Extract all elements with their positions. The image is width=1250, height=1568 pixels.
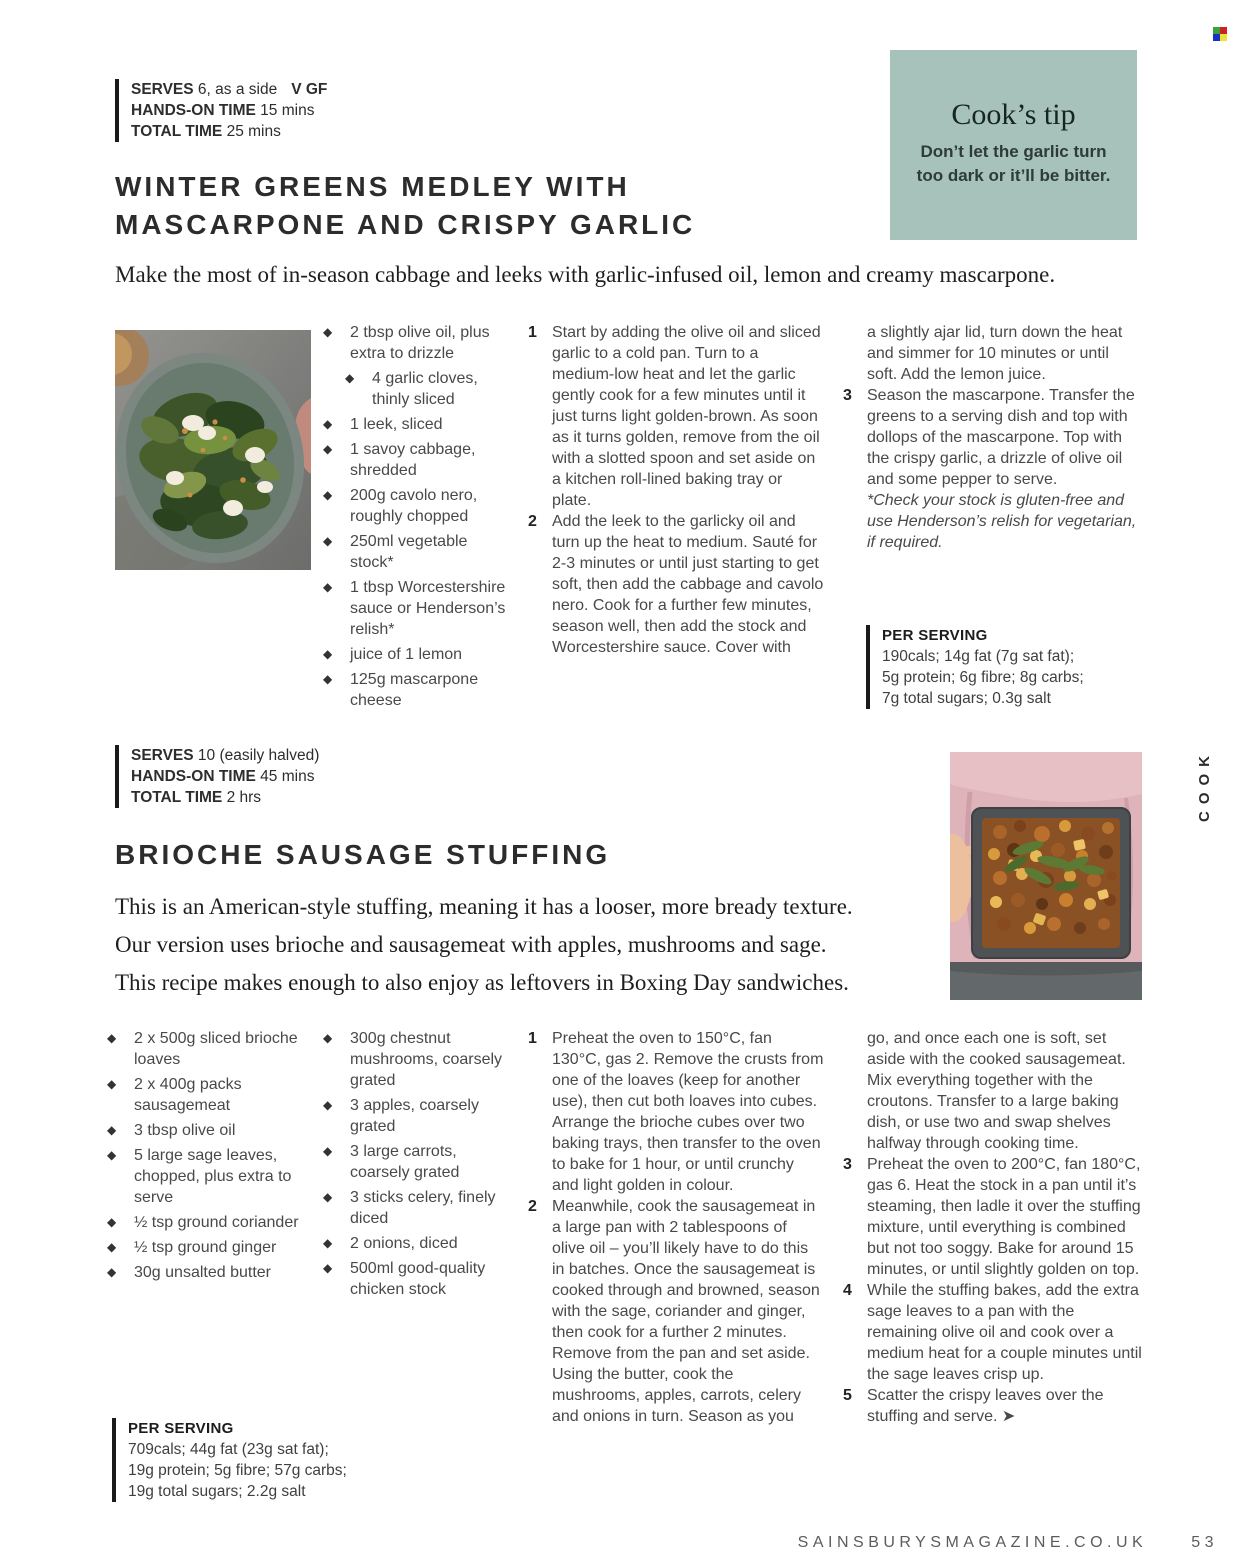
recipe1-ingredients xyxy=(323,322,514,715)
diamond-bullet-icon: ◆ xyxy=(323,1098,333,1112)
step-number: 2 xyxy=(528,513,537,530)
ingredient-item xyxy=(323,1095,517,1137)
meta-label: HANDS-ON TIME xyxy=(131,102,256,119)
recipe2-per-serving-lines xyxy=(128,1439,347,1502)
diamond-bullet-icon: ◆ xyxy=(107,1123,117,1137)
ingredient-text: juice of 1 lemon xyxy=(350,646,463,663)
per-serving-line: 19g protein; 5g fibre; 57g carbs; xyxy=(128,1462,347,1479)
recipe2-ingredients-col2 xyxy=(323,1028,517,1304)
diet-badge: V GF xyxy=(291,81,328,98)
ingredient-item xyxy=(107,1120,307,1141)
meta-label: TOTAL TIME xyxy=(131,123,223,140)
recipe1-method-col2 xyxy=(843,322,1143,553)
section-label-cook: COOK xyxy=(1196,749,1213,822)
diamond-bullet-icon: ◆ xyxy=(323,442,333,456)
brand-mark-yellow xyxy=(1220,34,1227,41)
recipe2-title: BRIOCHE SAUSAGE STUFFING xyxy=(115,839,611,870)
step-number: 1 xyxy=(528,1030,537,1047)
diamond-bullet-icon: ◆ xyxy=(323,325,333,339)
diamond-bullet-icon: ◆ xyxy=(323,488,333,502)
stuffing-photo xyxy=(950,752,1142,1000)
ingredient-item xyxy=(323,669,514,711)
per-serving-line: 7g total sugars; 0.3g salt xyxy=(882,690,1051,707)
ingredient-text: 4 garlic cloves, thinly sliced xyxy=(372,370,478,408)
diamond-bullet-icon: ◆ xyxy=(107,1240,117,1254)
method-step xyxy=(843,1385,1143,1427)
recipe1-intro: Make the most of in-season cabbage and leeks with garlic-infused oil, lemon and creamy mascarpone. xyxy=(115,262,1056,287)
ingredient-text: 3 apples, coarsely grated xyxy=(350,1097,479,1135)
diamond-bullet-icon: ◆ xyxy=(323,647,333,661)
recipe1-per-serving-lines xyxy=(882,646,1084,709)
method-step xyxy=(528,511,824,658)
per-serving-line: 709cals; 44g fat (23g sat fat); xyxy=(128,1441,329,1458)
recipe2-method-col1 xyxy=(528,1028,824,1427)
winter-greens-photo xyxy=(115,330,311,570)
ingredient-item xyxy=(107,1262,307,1283)
ingredient-text: 2 x 500g sliced brioche loaves xyxy=(134,1030,298,1068)
recipe1-meta xyxy=(115,79,327,142)
brand-mark-red xyxy=(1220,27,1227,34)
step-text: Preheat the oven to 200°C, fan 180°C, gas 6. Heat the stock in a pan until it’s steaming, then ladle it over the stuffing mixture, until everything is combined but not too soggy. Bake for around 15 minutes, or until slightly golden on top. xyxy=(867,1156,1141,1278)
step-text: Meanwhile, cook the sausagemeat in a large pan with 2 tablespoons of olive oil – you’ll likely have to do this in batches. Once the sausagemeat is cooked through and browned, season with the sage, coriander and ginger, then cook for a further 2 minutes. Remove from the pan and set aside. Using the butter, cook the mushrooms, apples, carrots, celery and onions in turn. Season as you xyxy=(552,1198,820,1425)
recipe1-per-serving xyxy=(866,625,1084,709)
ingredient-item xyxy=(323,322,514,364)
diamond-bullet-icon: ◆ xyxy=(323,534,333,548)
diamond-bullet-icon: ◆ xyxy=(345,371,355,385)
meta-row: HANDS-ON TIME 45 mins xyxy=(131,768,315,785)
step-number: 3 xyxy=(843,1156,852,1173)
ingredient-item xyxy=(107,1145,307,1208)
ingredient-text: 1 leek, sliced xyxy=(350,416,443,433)
per-serving-line: 19g total sugars; 2.2g salt xyxy=(128,1483,306,1500)
ingredient-item xyxy=(107,1237,307,1258)
ingredient-item xyxy=(323,414,514,435)
meta-row: HANDS-ON TIME 15 mins xyxy=(131,102,315,119)
diamond-bullet-icon: ◆ xyxy=(323,1144,333,1158)
step-text: Add the leek to the garlicky oil and turn up the heat to medium. Sauté for 2-3 minutes or until just starting to get soft, then add the cabbage and cavolo nero. Cook for a further few minutes, season well, then add the stock and Worcestershire sauce. Cover with xyxy=(552,513,824,656)
diamond-bullet-icon: ◆ xyxy=(323,417,333,431)
recipe1-method-col1 xyxy=(528,322,824,658)
diamond-bullet-icon: ◆ xyxy=(323,580,333,594)
step-text: a slightly ajar lid, turn down the heat and simmer for 10 minutes or until soft. Add the lemon juice. xyxy=(867,324,1123,383)
meta-row: SERVES 6, as a side V GF xyxy=(131,81,328,98)
recipe1-title-line1: WINTER GREENS MEDLEY WITH xyxy=(115,171,630,202)
winter-greens-photo-art xyxy=(115,330,311,570)
brand-mark-icon xyxy=(1213,27,1227,41)
step-number: 1 xyxy=(528,324,537,341)
step-number: 4 xyxy=(843,1282,852,1299)
per-serving-label: PER SERVING xyxy=(882,627,988,644)
per-serving-line: 190cals; 14g fat (7g sat fat); xyxy=(882,648,1075,665)
meta-row: TOTAL TIME 2 hrs xyxy=(131,789,262,806)
meta-label: SERVES xyxy=(131,81,194,98)
ingredient-text: 5 large sage leaves, chopped, plus extra to serve xyxy=(134,1147,292,1206)
ingredient-item xyxy=(323,1141,517,1183)
recipe2-meta xyxy=(115,745,319,808)
ingredient-text: ½ tsp ground ginger xyxy=(134,1239,277,1256)
cooks-tip-title: Cook’s tip xyxy=(951,98,1076,131)
step-text: Scatter the crispy leaves over the stuffing and serve. ➤ xyxy=(867,1387,1104,1425)
recipe2-per-serving xyxy=(112,1418,347,1502)
diamond-bullet-icon: ◆ xyxy=(323,1261,333,1275)
method-step xyxy=(843,1280,1143,1385)
cooks-tip-body: Don’t let the garlic turn too dark or it’ll be bitter. xyxy=(916,142,1111,185)
ingredient-item xyxy=(323,1233,517,1254)
diamond-bullet-icon: ◆ xyxy=(107,1031,117,1045)
ingredient-text: 1 tbsp Worcestershire sauce or Henderson’s relish* xyxy=(350,579,506,638)
method-step xyxy=(843,1028,1143,1154)
recipe1-title xyxy=(115,168,695,244)
intro-line: This recipe makes enough to also enjoy as leftovers in Boxing Day sandwiches. xyxy=(115,970,849,995)
ingredient-text: 3 large carrots, coarsely grated xyxy=(350,1143,460,1181)
step-text: go, and once each one is soft, set aside with the cooked sausagemeat. Mix everything together with the croutons. Transfer to a large baking dish, or use two and swap shelves halfway through cooking time. xyxy=(867,1030,1126,1152)
ingredient-item xyxy=(107,1074,307,1116)
step-number: 5 xyxy=(843,1387,852,1404)
ingredient-text: 200g cavolo nero, roughly chopped xyxy=(350,487,478,525)
ingredient-text: 1 savoy cabbage, shredded xyxy=(350,441,476,479)
stuffing-photo-art xyxy=(950,752,1142,1000)
per-serving-line: 5g protein; 6g fibre; 8g carbs; xyxy=(882,669,1084,686)
ingredient-item xyxy=(107,1212,307,1233)
ingredient-text: 2 tbsp olive oil, plus extra to drizzle xyxy=(350,324,490,362)
step-text: Season the mascarpone. Transfer the greens to a serving dish and top with dollops of the mascarpone. Top with the crispy garlic, a drizzle of olive oil and some pepper to serve. xyxy=(867,387,1135,488)
intro-line: This is an American-style stuffing, meaning it has a looser, more bready texture. xyxy=(115,894,853,919)
recipe2-ingredients-col1 xyxy=(107,1028,307,1287)
recipe1-title-line2: MASCARPONE AND CRISPY GARLIC xyxy=(115,209,696,240)
method-step xyxy=(843,490,1143,553)
page-footer xyxy=(798,1534,1218,1552)
brand-mark-green xyxy=(1213,27,1220,34)
diamond-bullet-icon: ◆ xyxy=(323,1236,333,1250)
ingredient-text: 500ml good-quality chicken stock xyxy=(350,1260,486,1298)
method-step xyxy=(528,1196,824,1427)
ingredient-item xyxy=(345,368,514,410)
ingredient-text: 250ml vegetable stock* xyxy=(350,533,468,571)
footer-site-url: SAINSBURYSMAGAZINE.CO.UK xyxy=(797,1534,1148,1551)
cooks-tip-box xyxy=(890,50,1137,240)
method-step xyxy=(843,385,1143,490)
ingredient-item xyxy=(323,1028,517,1091)
method-step xyxy=(528,1028,824,1196)
ingredient-text: 125g mascarpone cheese xyxy=(350,671,479,709)
ingredient-item xyxy=(323,531,514,573)
ingredient-text: 2 onions, diced xyxy=(350,1235,458,1252)
ingredient-text: ½ tsp ground coriander xyxy=(134,1214,299,1231)
step-number: 3 xyxy=(843,387,852,404)
meta-row: TOTAL TIME 25 mins xyxy=(131,123,281,140)
ingredient-item xyxy=(323,644,514,665)
diamond-bullet-icon: ◆ xyxy=(107,1148,117,1162)
footer-page-number: 53 xyxy=(1191,1534,1218,1551)
meta-label: TOTAL TIME xyxy=(131,789,223,806)
ingredient-text: 3 tbsp olive oil xyxy=(134,1122,236,1139)
diamond-bullet-icon: ◆ xyxy=(323,1031,333,1045)
ingredient-item xyxy=(323,1187,517,1229)
recipe2-intro xyxy=(115,888,853,1002)
method-step xyxy=(528,322,824,511)
meta-label: SERVES xyxy=(131,747,194,764)
step-text: *Check your stock is gluten-free and use Henderson’s relish for vegetarian, if required. xyxy=(867,492,1137,551)
step-text: Start by adding the olive oil and sliced garlic to a cold pan. Turn to a medium-low heat and let the garlic gently cook for a few minutes until it just turns light golden-brown. As soon as it turns golden, remove from the oil with a slotted spoon and set aside on a kitchen roll-lined baking tray or plate. xyxy=(552,324,821,509)
ingredient-item xyxy=(323,577,514,640)
meta-row: SERVES 10 (easily halved) xyxy=(131,747,320,764)
per-serving-label: PER SERVING xyxy=(128,1420,234,1437)
ingredient-item xyxy=(107,1028,307,1070)
recipe2-method-col2 xyxy=(843,1028,1143,1427)
diamond-bullet-icon: ◆ xyxy=(107,1215,117,1229)
diamond-bullet-icon: ◆ xyxy=(107,1077,117,1091)
step-number: 2 xyxy=(528,1198,537,1215)
diamond-bullet-icon: ◆ xyxy=(323,1190,333,1204)
ingredient-text: 300g chestnut mushrooms, coarsely grated xyxy=(350,1030,503,1089)
meta-label: HANDS-ON TIME xyxy=(131,768,256,785)
ingredient-text: 2 x 400g packs sausagemeat xyxy=(134,1076,242,1114)
step-text: Preheat the oven to 150°C, fan 130°C, gas 2. Remove the crusts from one of the loaves (keep for another use), then cut both loaves into cubes. Arrange the brioche cubes over two baking trays, then transfer to the oven to bake for 1 hour, or until crunchy and light golden in colour. xyxy=(552,1030,824,1194)
step-text: While the stuffing bakes, add the extra sage leaves to a pan with the remaining olive oil and cook over a medium heat for a couple minutes until the sage leaves crisp up. xyxy=(867,1282,1142,1383)
diamond-bullet-icon: ◆ xyxy=(323,672,333,686)
brand-mark-blue xyxy=(1213,34,1220,41)
diamond-bullet-icon: ◆ xyxy=(107,1265,117,1279)
ingredient-item xyxy=(323,1258,517,1300)
method-step xyxy=(843,1154,1143,1280)
recipe2-intro-lines xyxy=(115,888,853,1002)
ingredient-text: 30g unsalted butter xyxy=(134,1264,271,1281)
method-step xyxy=(843,322,1143,385)
ingredient-item xyxy=(323,485,514,527)
ingredient-text: 3 sticks celery, finely diced xyxy=(350,1189,496,1227)
ingredient-item xyxy=(323,439,514,481)
intro-line: Our version uses brioche and sausagemeat with apples, mushrooms and sage. xyxy=(115,932,827,957)
